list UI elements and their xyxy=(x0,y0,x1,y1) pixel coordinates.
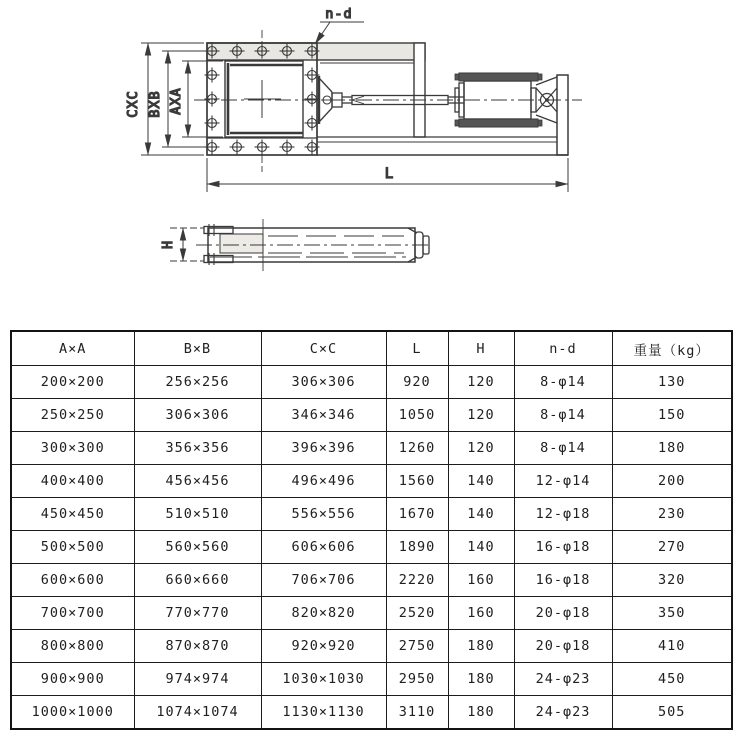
table-cell: 560×560 xyxy=(134,531,261,564)
table-row xyxy=(11,663,732,696)
table-cell: 1890 xyxy=(386,531,448,564)
table-cell: 250×250 xyxy=(11,399,134,432)
table-cell: 1050 xyxy=(386,399,448,432)
table-row xyxy=(11,498,732,531)
dim-label-bxb: BXB xyxy=(147,90,163,118)
table-cell: 456×456 xyxy=(134,465,261,498)
table-cell: 20-φ18 xyxy=(514,630,612,663)
table-cell: 2220 xyxy=(386,564,448,597)
table-cell: 396×396 xyxy=(261,432,386,465)
table-cell: 300×300 xyxy=(11,432,134,465)
table-cell: 120 xyxy=(448,366,514,399)
table-cell: 120 xyxy=(448,399,514,432)
table-cell: 1074×1074 xyxy=(134,696,261,730)
table-cell: 356×356 xyxy=(134,432,261,465)
table-cell: 306×306 xyxy=(134,399,261,432)
table-cell: 870×870 xyxy=(134,630,261,663)
column-header-weight: 重量（kg） xyxy=(612,331,732,366)
table-cell: 450 xyxy=(612,663,732,696)
gate-plate-side xyxy=(220,234,263,253)
table-row xyxy=(11,597,732,630)
table-cell: 920×920 xyxy=(261,630,386,663)
table-cell: 2520 xyxy=(386,597,448,630)
column-header-bxb: B×B xyxy=(134,331,261,366)
table-cell: 8-φ14 xyxy=(514,399,612,432)
table-cell: 180 xyxy=(448,663,514,696)
dim-label-cxc: CXC xyxy=(125,90,141,118)
table-cell: 180 xyxy=(612,432,732,465)
table-cell: 130 xyxy=(612,366,732,399)
table-cell: 660×660 xyxy=(134,564,261,597)
table-cell: 820×820 xyxy=(261,597,386,630)
table-cell: 320 xyxy=(612,564,732,597)
table-cell: 500×500 xyxy=(11,531,134,564)
main-view xyxy=(125,6,582,192)
table-cell: 1560 xyxy=(386,465,448,498)
table-cell: 496×496 xyxy=(261,465,386,498)
table-cell: 200 xyxy=(612,465,732,498)
table-cell: 606×606 xyxy=(261,531,386,564)
table-cell: 600×600 xyxy=(11,564,134,597)
table-cell: 505 xyxy=(612,696,732,730)
table-cell: 12-φ14 xyxy=(514,465,612,498)
table-cell: 1670 xyxy=(386,498,448,531)
table-cell: 900×900 xyxy=(11,663,134,696)
table-cell: 2950 xyxy=(386,663,448,696)
table-cell: 120 xyxy=(448,432,514,465)
table-cell: 510×510 xyxy=(134,498,261,531)
gate-valve-drawing xyxy=(0,0,741,318)
table-cell: 920 xyxy=(386,366,448,399)
table-cell: 800×800 xyxy=(11,630,134,663)
table-cell: 140 xyxy=(448,465,514,498)
dimension-spec-table xyxy=(10,330,733,730)
table-cell: 160 xyxy=(448,564,514,597)
table-cell: 770×770 xyxy=(134,597,261,630)
column-header-axa: A×A xyxy=(11,331,134,366)
column-header-cxc: C×C xyxy=(261,331,386,366)
table-cell: 200×200 xyxy=(11,366,134,399)
table-cell: 1260 xyxy=(386,432,448,465)
side-view xyxy=(161,219,430,271)
table-header-row xyxy=(11,331,732,366)
column-header-nd: n-d xyxy=(514,331,612,366)
table-cell: 24-φ23 xyxy=(514,696,612,730)
table-cell: 706×706 xyxy=(261,564,386,597)
table-cell: 150 xyxy=(612,399,732,432)
table-cell: 20-φ18 xyxy=(514,597,612,630)
table-cell: 230 xyxy=(612,498,732,531)
table-cell: 12-φ18 xyxy=(514,498,612,531)
table-cell: 180 xyxy=(448,696,514,730)
table-cell: 3110 xyxy=(386,696,448,730)
column-header-l: L xyxy=(386,331,448,366)
rear-mount xyxy=(536,75,568,155)
table-row xyxy=(11,399,732,432)
table-cell: 556×556 xyxy=(261,498,386,531)
table-cell: 24-φ23 xyxy=(514,663,612,696)
table-row xyxy=(11,531,732,564)
table-cell: 1130×1130 xyxy=(261,696,386,730)
table-row xyxy=(11,432,732,465)
table-cell: 2750 xyxy=(386,630,448,663)
table-cell: 400×400 xyxy=(11,465,134,498)
table-cell: 450×450 xyxy=(11,498,134,531)
table-cell: 1030×1030 xyxy=(261,663,386,696)
table-cell: 700×700 xyxy=(11,597,134,630)
dim-label-nd: n-d xyxy=(325,6,353,22)
table-cell: 8-φ14 xyxy=(514,366,612,399)
table-cell: 16-φ18 xyxy=(514,531,612,564)
table-row xyxy=(11,696,732,730)
table-cell: 1000×1000 xyxy=(11,696,134,730)
table-cell: 140 xyxy=(448,498,514,531)
column-header-h: H xyxy=(448,331,514,366)
table-row xyxy=(11,630,732,663)
table-cell: 974×974 xyxy=(134,663,261,696)
valve-technical-drawing xyxy=(0,0,741,318)
table-cell: 8-φ14 xyxy=(514,432,612,465)
table-row xyxy=(11,564,732,597)
table-cell: 160 xyxy=(448,597,514,630)
dim-label-axa: AXA xyxy=(168,87,184,115)
table-cell: 270 xyxy=(612,531,732,564)
table-cell: 140 xyxy=(448,531,514,564)
table-cell: 350 xyxy=(612,597,732,630)
table-cell: 306×306 xyxy=(261,366,386,399)
dim-label-l: L xyxy=(384,166,394,182)
table-cell: 180 xyxy=(448,630,514,663)
table-row xyxy=(11,366,732,399)
nd-callout xyxy=(315,22,364,44)
table-cell: 410 xyxy=(612,630,732,663)
table-cell: 256×256 xyxy=(134,366,261,399)
dim-label-h: H xyxy=(161,241,176,249)
table-row xyxy=(11,465,732,498)
table-cell: 346×346 xyxy=(261,399,386,432)
table-cell: 16-φ18 xyxy=(514,564,612,597)
